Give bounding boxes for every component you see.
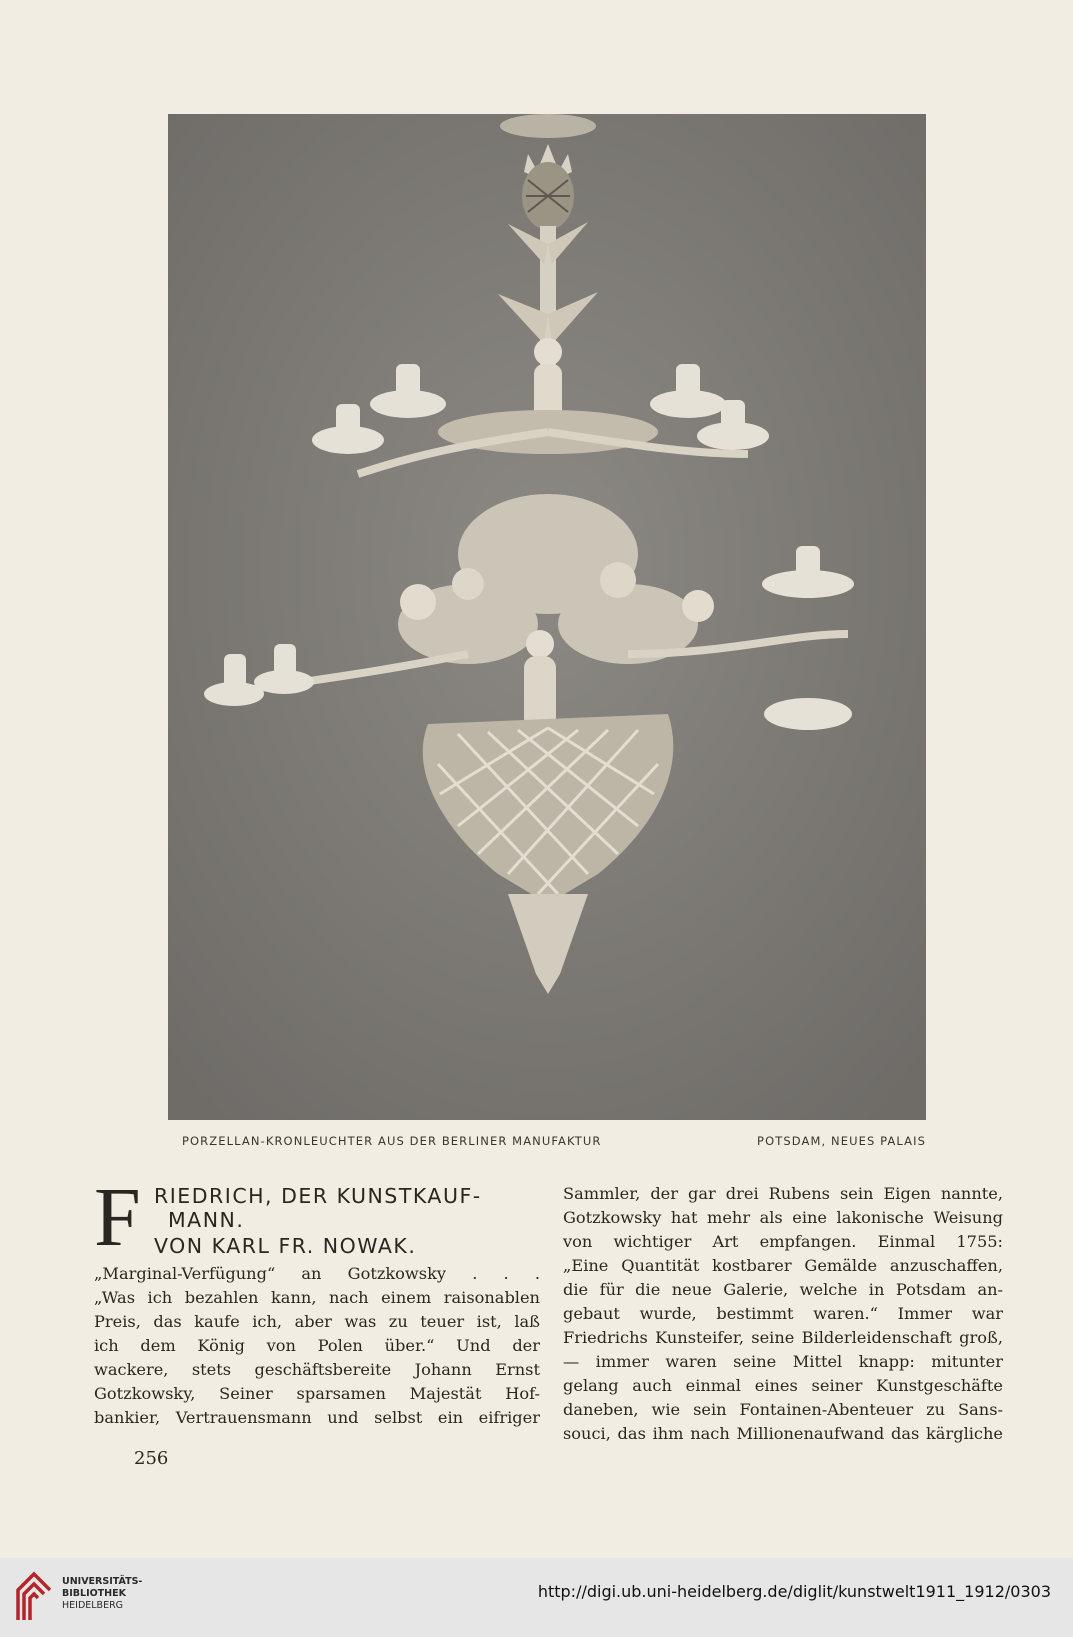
footer-bar xyxy=(0,1558,1073,1637)
library-name xyxy=(62,1576,142,1612)
dropcap: F xyxy=(94,1171,141,1264)
text-line: „Eine Quantität kostbarer Gemälde anzuschaffen, xyxy=(563,1256,1003,1275)
text-line: souci, das ihm nach Millionenaufwand das kärgliche xyxy=(563,1424,1003,1443)
library-line-3: HEIDELBERG xyxy=(62,1600,124,1611)
text-line: „Marginal-Verfügung“ an Gotzkowsky . . . xyxy=(94,1264,540,1283)
permalink-url[interactable]: http://digi.ub.uni-heidelberg.de/diglit/kunstwelt1911_1912/0303 xyxy=(537,1582,1051,1601)
library-logo-icon[interactable] xyxy=(14,1570,54,1626)
title-line-1: RIEDRICH, DER KUNSTKAUF- xyxy=(154,1184,482,1208)
chandelier-photograph xyxy=(168,114,926,1120)
text-line: — immer waren seine Mittel knapp: mitunter xyxy=(563,1352,1003,1371)
article-title xyxy=(94,1171,540,1264)
text-line: ich dem König von Polen über.“ Und der xyxy=(94,1336,540,1355)
text-line: gebaut wurde, bestimmt waren.“ Immer war xyxy=(563,1304,1003,1323)
text-line: von wichtiger Art empfangen. Einmal 1755: xyxy=(563,1232,1003,1251)
text-line: daneben, wie sein Fontainen-Abenteuer zu Sans- xyxy=(563,1400,1003,1419)
text-line: wackere, stets geschäftsbereite Johann Ernst xyxy=(94,1360,540,1379)
library-line-2: BIBLIOTHEK xyxy=(62,1588,126,1599)
title-author: VON KARL FR. NOWAK. xyxy=(154,1234,417,1258)
text-line: die für die neue Galerie, welche in Potsdam an- xyxy=(563,1280,1003,1299)
text-line: Friedrichs Kunsteifer, seine Bilderleidenschaft groß, xyxy=(563,1328,1003,1347)
text-line: Gotzkowsky hat mehr als eine lakonische Weisung xyxy=(563,1208,1003,1227)
left-column xyxy=(94,1171,540,1430)
caption-right: POTSDAM, NEUES PALAIS xyxy=(757,1134,926,1148)
text-line: Sammler, der gar drei Rubens sein Eigen nannte, xyxy=(563,1184,1003,1203)
text-line: gelang auch einmal eines seiner Kunstgeschäfte xyxy=(563,1376,1003,1395)
chandelier-illustration xyxy=(168,114,926,1120)
right-column xyxy=(563,1182,1003,1446)
text-line: Gotzkowsky, Seiner sparsamen Majestät Hof- xyxy=(94,1384,540,1403)
page-number: 256 xyxy=(134,1448,169,1469)
text-line: bankier, Vertrauensmann und selbst ein eifriger xyxy=(94,1408,540,1427)
caption-left: PORZELLAN-KRONLEUCHTER AUS DER BERLINER MANUFAKTUR xyxy=(182,1134,602,1148)
title-line-2: MANN. xyxy=(168,1208,245,1232)
text-line: „Was ich bezahlen kann, nach einem raisonablen xyxy=(94,1288,540,1307)
text-line: Preis, das kaufe ich, aber was zu teuer ist, laß xyxy=(94,1312,540,1331)
library-line-1: UNIVERSITÄTS- xyxy=(62,1576,143,1587)
